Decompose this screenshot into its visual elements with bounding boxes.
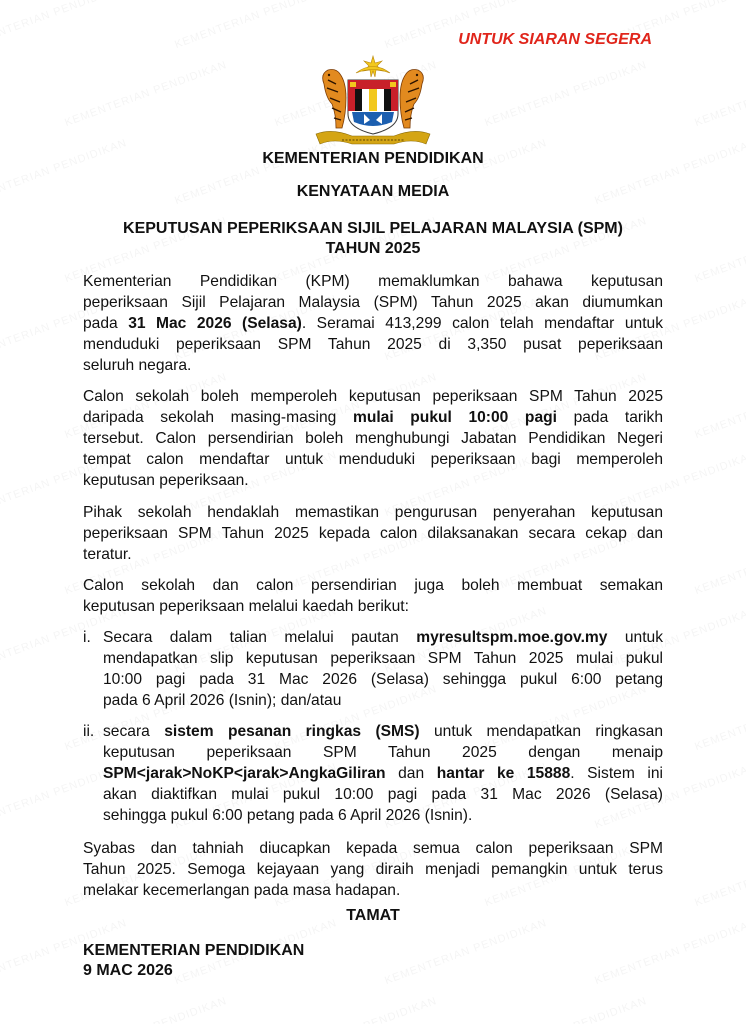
text-line: menduduki peperiksaan SPM Tahun 2025 di 3,350 pusat peperiksaan [83,336,663,353]
watermark-text [693,839,746,909]
text-line: Calon sekolah boleh memperoleh keputusan peperiksaan SPM Tahun 2025 [83,388,663,405]
watermark-text [693,371,746,441]
text-run: Secara dalam talian melalui pautan [103,629,417,646]
watermark-text [693,995,746,1024]
text-line [83,313,663,334]
text-line: mendapatkan slip keputusan peperiksaan SPM Tahun 2025 mulai pukul [103,650,663,667]
document-type: KENYATAAN MEDIA [296,183,450,200]
text-line: tersebut. Calon persendirian boleh menghubungi Jabatan Pendidikan Negeri [83,430,663,447]
text-line: akan diaktifkan mulai pukul 10:00 pagi pada 31 Mac 2026 (Selasa) [103,786,663,803]
watermark-text [483,995,648,1024]
announcement-date: 31 Mac 2026 (Selasa) [128,315,302,332]
watermark-text [693,683,746,753]
text-line: peperiksaan Sijil Pelajaran Malaysia (SPM) Tahun 2025 akan diumumkan [83,294,663,311]
text-line: Syabas dan tahniah diucapkan kepada semua calon peperiksaan SPM [83,840,663,857]
text-line: Pihak sekolah hendaklah memastikan pengurusan penyerahan keputusan [83,504,663,521]
watermark-text [0,0,129,51]
paragraph-schools [83,502,663,565]
ministry-heading: KEMENTERIAN PENDIDIKAN [262,150,484,167]
text-line: 10:00 pagi pada 31 Mac 2026 (Selasa) sehingga pukul 6:00 petang [103,671,663,688]
watermark-text [383,917,548,987]
watermark-text [173,0,338,51]
list-number: ii. [83,723,95,740]
sms-label: sistem pesanan ringkas (SMS) [164,723,420,740]
watermark-text [483,59,648,129]
text-run: untuk [607,629,663,646]
text-line: pada 6 April 2026 (Isnin); dan/atau [103,692,342,709]
sms-number: hantar ke 15888 [436,765,571,782]
watermark-text [693,527,746,597]
paragraph-announcement [83,271,663,376]
text-line [103,721,663,742]
paragraph-check-methods [83,575,663,617]
paragraph-congratulations [83,838,663,901]
text-line: sehingga pukul 6:00 petang pada 6 April 2026 (Isnin). [103,807,473,824]
watermark-text [63,995,228,1024]
sms-format: SPM<jarak>NoKP<jarak>AngkaGiliran [103,765,386,782]
watermark-text [693,59,746,129]
signature-org: KEMENTERIAN PENDIDIKAN [83,942,305,959]
text-run: . Sistem ini [570,765,663,782]
watermark-text [593,917,746,987]
text-run: secara [103,723,165,740]
coat-of-arms-icon [312,54,434,146]
text-line: melakar kecemerlangan pada masa hadapan. [83,882,401,899]
text-line: seluruh negara. [83,357,192,374]
text-run: pada [83,315,129,332]
text-run: daripada sekolah masing-masing [83,409,353,426]
results-url: myresultspm.moe.gov.my [416,629,608,646]
text-line: Tahun 2025. Semoga kejayaan yang diraih menjadi pemangkin untuk terus [83,861,663,878]
text-line: peperiksaan SPM Tahun 2025 kepada calon dilaksanakan secara cekap dan [83,525,663,542]
text-line: tempat calon mendaftar untuk menduduki peperiksaan bagi memperoleh [83,451,663,468]
paragraph-collection [83,386,663,491]
text-line [103,627,663,648]
release-label: UNTUK SIARAN SEGERA [458,31,652,48]
text-line: keputusan peperiksaan. [83,472,249,489]
title-line: TAHUN 2025 [325,240,421,257]
text-line: teratur. [83,546,132,563]
text-line: Kementerian Pendidikan (KPM) memaklumkan bahawa keputusan [83,273,663,290]
text-line: keputusan peperiksaan melalui kaedah berikut: [83,598,409,615]
closing-mark: TAMAT [346,907,400,924]
title-line: KEPUTUSAN PEPERIKSAAN SIJIL PELAJARAN MALAYSIA (SPM) [123,220,623,237]
list-number: i. [83,629,91,646]
text-run: . Seramai 413,299 calon telah mendaftar untuk [301,315,663,332]
collection-time: mulai pukul 10:00 pagi [352,409,557,426]
watermark-text [273,995,438,1024]
signature-date: 9 MAC 2026 [83,962,173,979]
text-run: pada tarikh [556,409,663,426]
text-line [103,763,663,784]
page-title [0,219,746,259]
text-line [83,407,663,428]
text-run: untuk mendapatkan ringkasan [419,723,663,740]
text-line: keputusan peperiksaan SPM Tahun 2025 dengan menaip [103,744,663,761]
text-line: Calon sekolah dan calon persendirian juga boleh membuat semakan [83,577,663,594]
watermark-text [63,59,228,129]
text-run: dan [385,765,437,782]
